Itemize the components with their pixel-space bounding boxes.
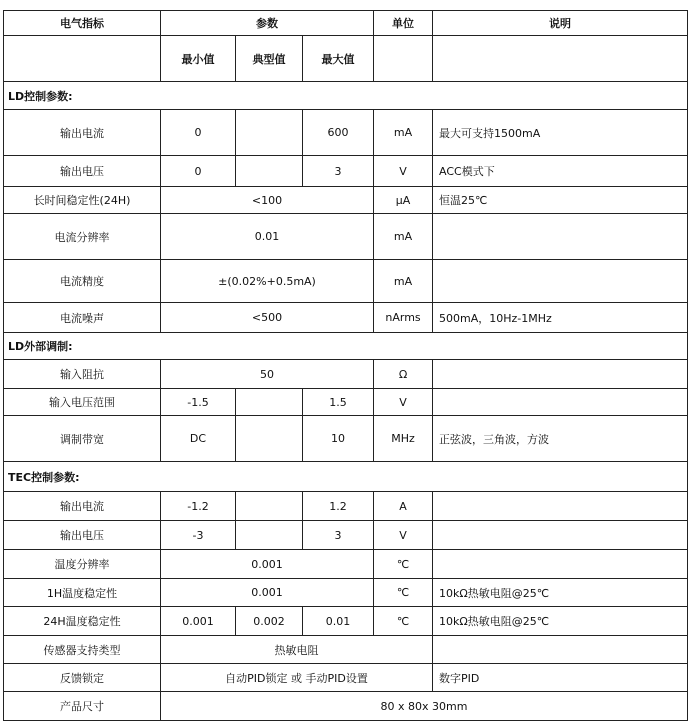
note-cell [433,550,688,579]
typ-cell [236,416,303,462]
header-min: 最小值 [161,36,236,82]
table-row [4,156,688,187]
max-cell: 3 [303,156,374,187]
min-cell: 0.001 [161,607,236,636]
unit-cell: nArms [374,303,433,333]
table-row [4,260,688,303]
row-label: 24H温度稳定性 [4,607,161,636]
spec-table [3,10,688,721]
row-label: 1H温度稳定性 [4,579,161,607]
note-cell: 正弦波，三角波，方波 [433,416,688,462]
typ-cell [236,156,303,187]
value-cell: 自动PID锁定 或 手动PID设置 [161,664,433,692]
max-cell: 10 [303,416,374,462]
unit-cell: V [374,521,433,550]
section-row [4,82,688,110]
note-cell [433,260,688,303]
table-row [4,664,688,692]
max-cell: 0.01 [303,607,374,636]
unit-cell: mA [374,260,433,303]
header-params: 参数 [161,11,374,36]
unit-cell: V [374,156,433,187]
typ-cell: 0.002 [236,607,303,636]
table-row [4,636,688,664]
table-row [4,389,688,416]
max-cell: 1.5 [303,389,374,416]
section-tec: TEC控制参数: [4,462,688,492]
note-cell: 数字PID [433,664,688,692]
min-cell: 0 [161,156,236,187]
value-cell: <100 [161,187,374,214]
note-cell [433,214,688,260]
unit-cell: V [374,389,433,416]
table-cell [433,36,688,82]
row-label: 反馈锁定 [4,664,161,692]
unit-cell: µA [374,187,433,214]
row-label: 调制带宽 [4,416,161,462]
note-cell [433,389,688,416]
row-label: 输入阻抗 [4,360,161,389]
min-cell: 0 [161,110,236,156]
unit-cell: MHz [374,416,433,462]
note-cell [433,521,688,550]
table-cell [4,36,161,82]
section-row [4,462,688,492]
header-unit: 单位 [374,11,433,36]
note-cell: 500mA，10Hz-1MHz [433,303,688,333]
value-cell: 0.001 [161,550,374,579]
value-cell: ±(0.02%+0.5mA) [161,260,374,303]
table-row [4,579,688,607]
row-label: 输入电压范围 [4,389,161,416]
row-label: 传感器支持类型 [4,636,161,664]
table-row [4,492,688,521]
row-label: 温度分辨率 [4,550,161,579]
header-typ: 典型值 [236,36,303,82]
table-row [4,521,688,550]
max-cell: 1.2 [303,492,374,521]
row-label: 长时间稳定性(24H) [4,187,161,214]
table-row [4,692,688,721]
section-ld-mod: LD外部调制: [4,333,688,360]
row-label: 电流噪声 [4,303,161,333]
header-row [4,11,688,36]
typ-cell [236,521,303,550]
header-note: 说明 [433,11,688,36]
value-cell: 0.001 [161,579,374,607]
section-ld-control: LD控制参数: [4,82,688,110]
min-cell: DC [161,416,236,462]
header-max: 最大值 [303,36,374,82]
table-row [4,187,688,214]
row-label: 输出电流 [4,110,161,156]
typ-cell [236,110,303,156]
unit-cell: mA [374,110,433,156]
row-label: 输出电流 [4,492,161,521]
subheader-row [4,36,688,82]
min-cell: -3 [161,521,236,550]
typ-cell [236,492,303,521]
note-cell [433,636,688,664]
min-cell: -1.2 [161,492,236,521]
unit-cell: mA [374,214,433,260]
unit-cell: Ω [374,360,433,389]
unit-cell: ℃ [374,579,433,607]
unit-cell: ℃ [374,607,433,636]
table-row [4,607,688,636]
table-row [4,550,688,579]
note-cell: 10kΩ热敏电阻@25℃ [433,579,688,607]
table-row [4,360,688,389]
row-label: 电流分辨率 [4,214,161,260]
value-cell: <500 [161,303,374,333]
row-label: 输出电压 [4,521,161,550]
value-cell: 80 x 80x 30mm [161,692,688,721]
note-cell [433,492,688,521]
note-cell [433,360,688,389]
table-row [4,214,688,260]
value-cell: 热敏电阻 [161,636,433,664]
min-cell: -1.5 [161,389,236,416]
value-cell: 0.01 [161,214,374,260]
table-row [4,303,688,333]
section-row [4,333,688,360]
note-cell: ACC模式下 [433,156,688,187]
note-cell: 10kΩ热敏电阻@25℃ [433,607,688,636]
row-label: 电流精度 [4,260,161,303]
max-cell: 3 [303,521,374,550]
unit-cell: A [374,492,433,521]
table-cell [374,36,433,82]
note-cell: 最大可支持1500mA [433,110,688,156]
value-cell: 50 [161,360,374,389]
typ-cell [236,389,303,416]
max-cell: 600 [303,110,374,156]
note-cell: 恒温25℃ [433,187,688,214]
row-label: 输出电压 [4,156,161,187]
table-row [4,110,688,156]
unit-cell: ℃ [374,550,433,579]
row-label: 产品尺寸 [4,692,161,721]
header-indicator: 电气指标 [4,11,161,36]
table-row [4,416,688,462]
